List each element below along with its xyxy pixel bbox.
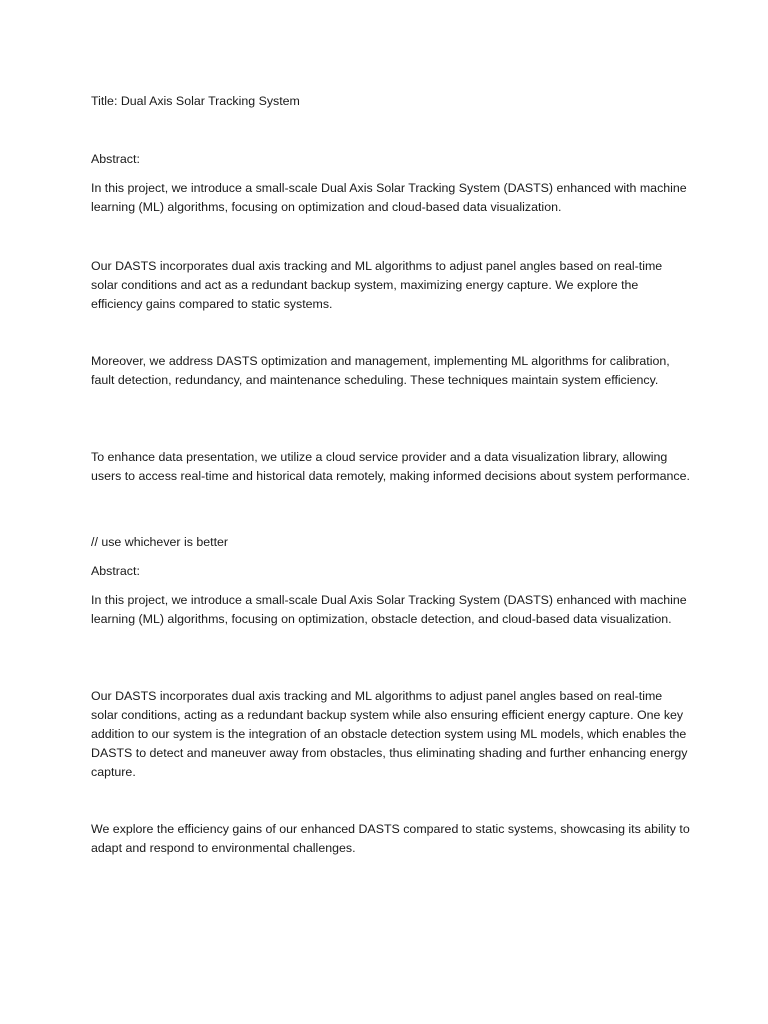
document-title: Title: Dual Axis Solar Tracking System (91, 94, 300, 108)
abstract-heading-2: Abstract: (91, 564, 140, 578)
comment-line: // use whichever is better (91, 535, 229, 549)
abstract-heading-1: Abstract: (91, 152, 140, 166)
abstract-2-paragraph-1: In this project, we introduce a small-scale Dual Axis Solar Tracking System (DASTS) enhanced with machine learning (ML) algorithms, focusing on optimization, obstacle detection, and cloud-based data visualization. (91, 593, 687, 626)
abstract-1-paragraph-2: Our DASTS incorporates dual axis tracking and ML algorithms to adjust panel angles based on real-time solar conditions and act as a redundant backup system, maximizing energy capture. We explore the efficiency gains compared to static systems. (91, 259, 663, 311)
abstract-2-paragraph-2: Our DASTS incorporates dual axis tracking and ML algorithms to adjust panel angles based on real-time solar conditions, acting as a redundant backup system while also ensuring efficient energy capture. One key addition to our system is the integration of an obstacle detection system using ML models, which enables the DASTS to detect and maneuver away from obstacles, thus eliminating shading and further enhancing energy capture. (91, 689, 688, 779)
abstract-2-paragraph-3: We explore the efficiency gains of our enhanced DASTS compared to static systems, showcasing its ability to adapt and respond to environmental challenges. (91, 822, 690, 855)
abstract-1-paragraph-1: In this project, we introduce a small-scale Dual Axis Solar Tracking System (DASTS) enhanced with machine learning (ML) algorithms, focusing on optimization and cloud-based data visualization. (91, 181, 687, 214)
abstract-1-paragraph-3: Moreover, we address DASTS optimization and management, implementing ML algorithms for calibration, fault detection, redundancy, and maintenance scheduling. These techniques maintain system efficiency. (91, 354, 670, 387)
abstract-1-paragraph-4: To enhance data presentation, we utilize a cloud service provider and a data visualization library, allowing users to access real-time and historical data remotely, making informed decisions about system performance. (91, 450, 690, 483)
